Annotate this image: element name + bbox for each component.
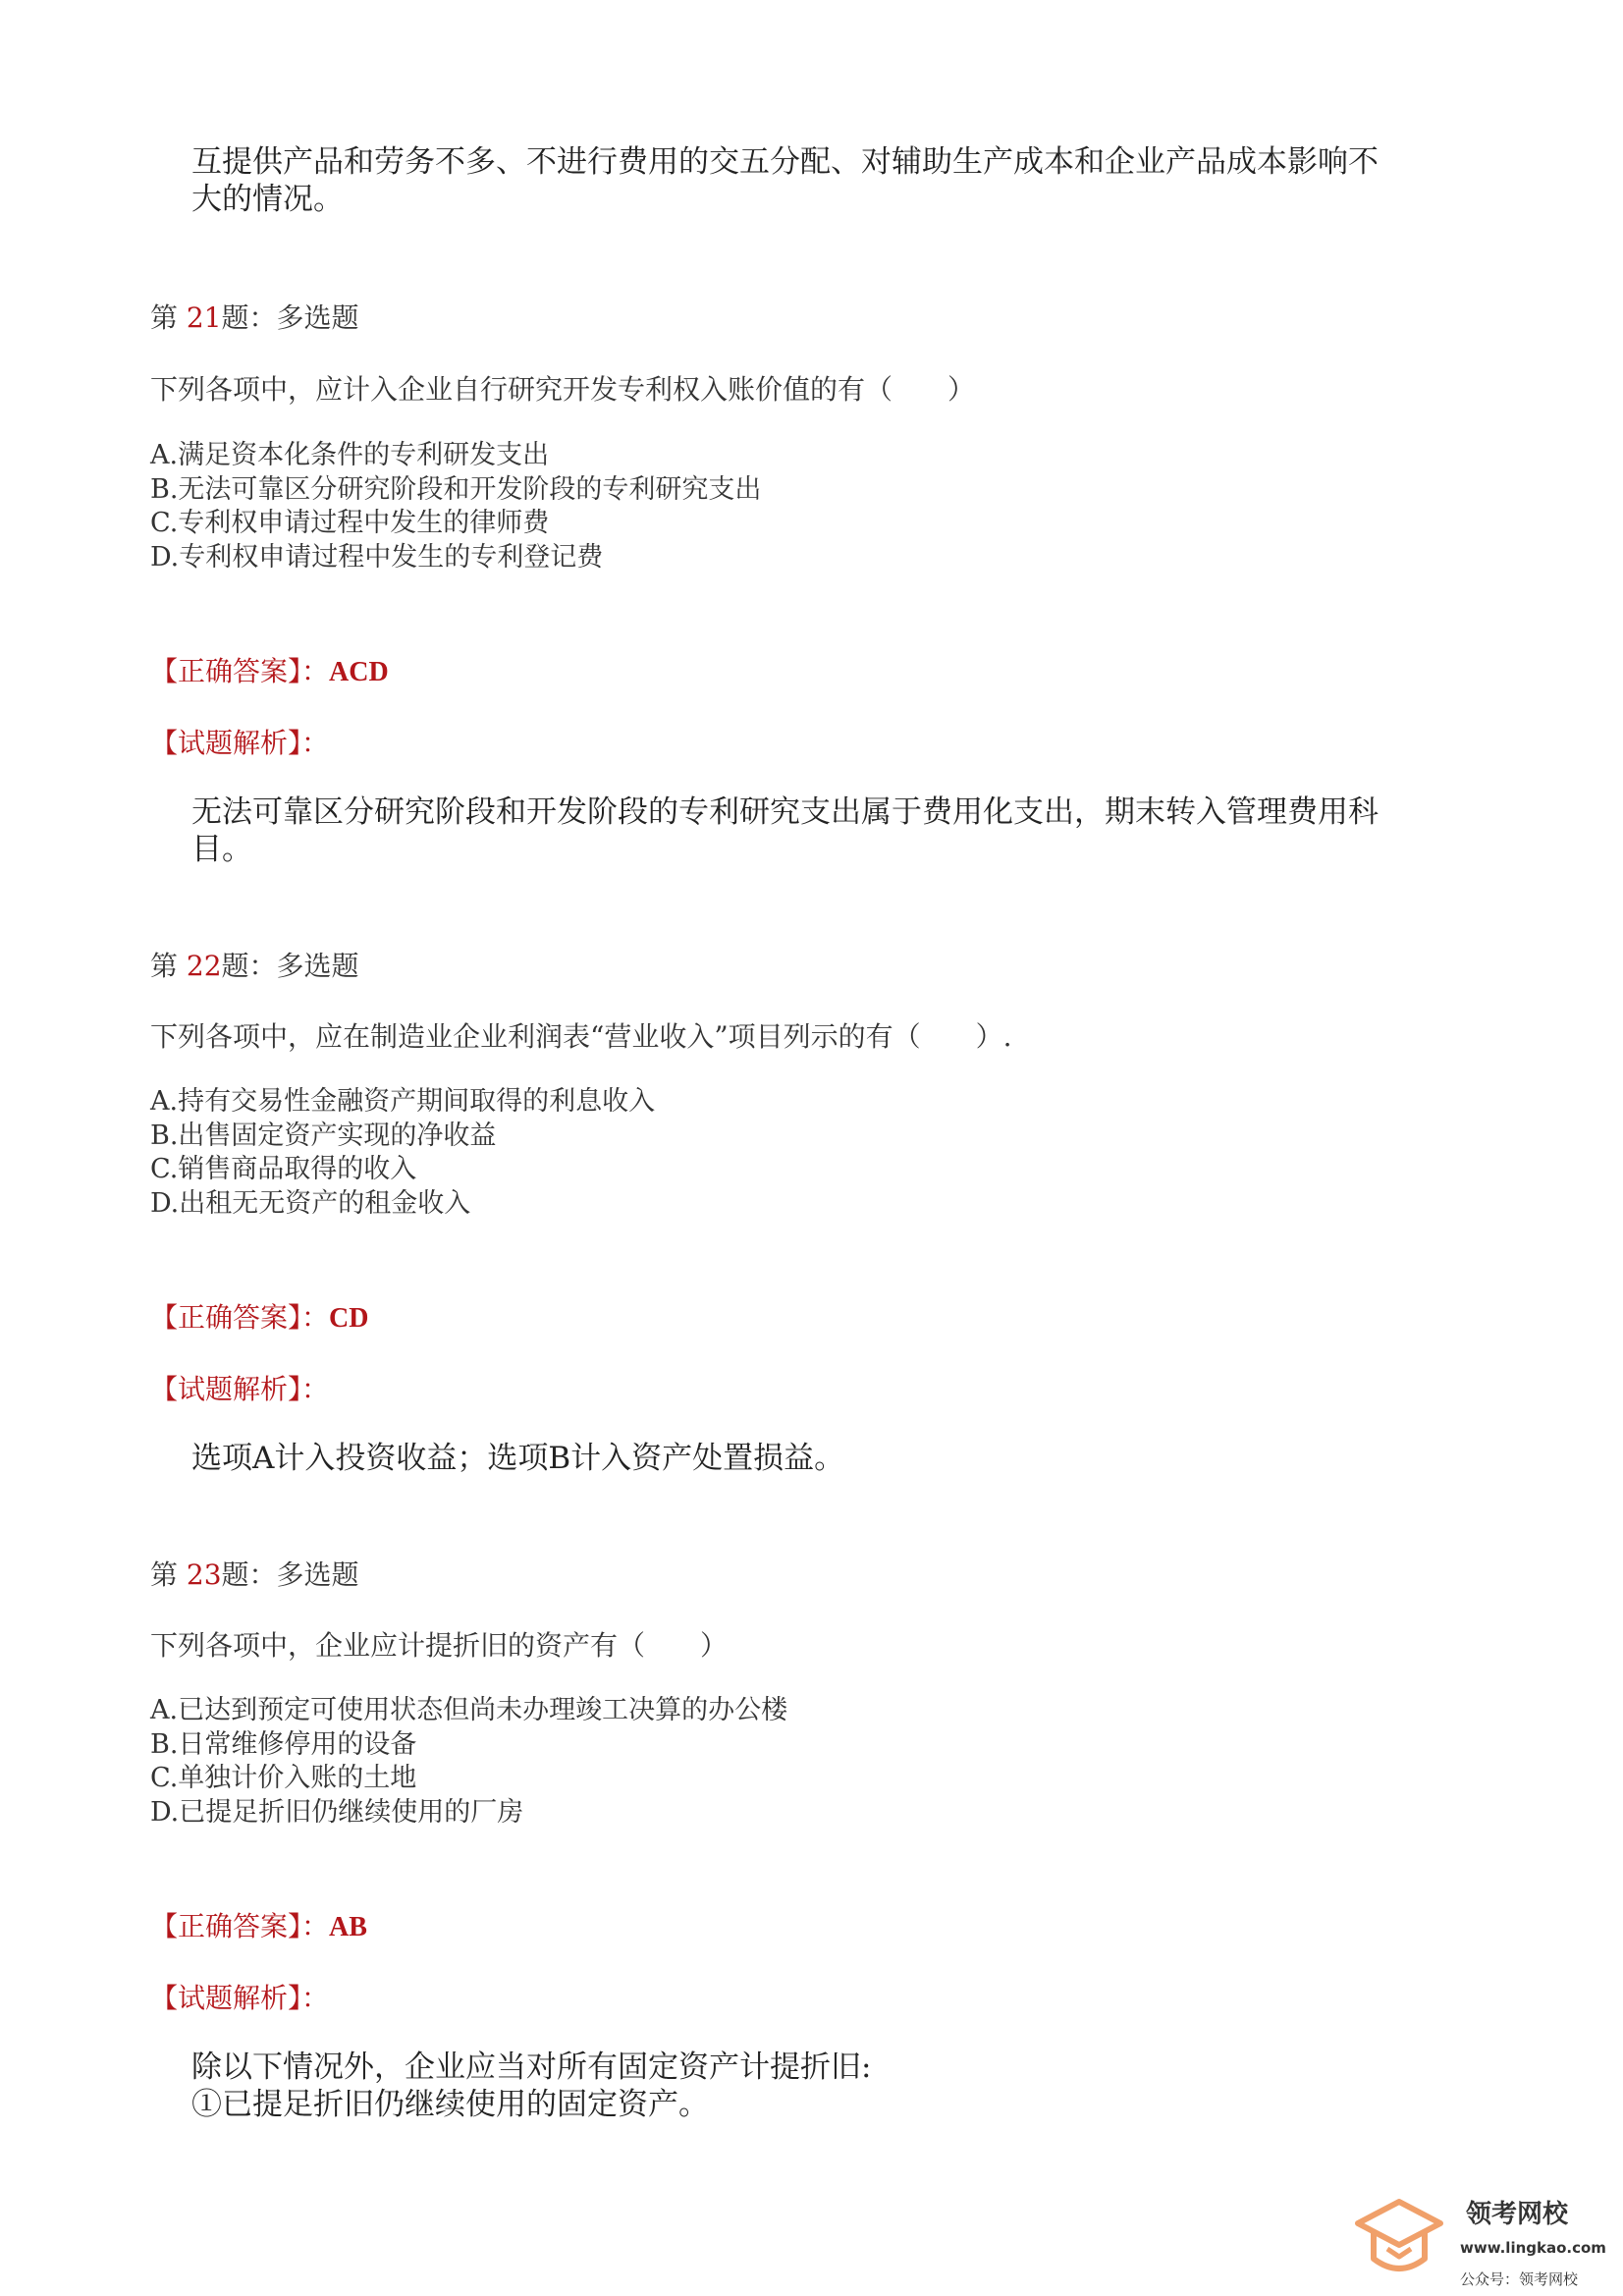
option-item: B.无法可靠区分研究阶段和开发阶段的专利研究支出 [150, 473, 762, 505]
watermark-logo [1350, 2190, 1605, 2288]
answer-label: 【正确答案】： [150, 1301, 330, 1334]
question-header [150, 1554, 359, 1593]
option-item: D.已提足折旧仍继续使用的厂房 [150, 1796, 524, 1828]
question-text: 下列各项中，应在制造业企业利润表“营业收入”项目列示的有（ ）. [150, 1020, 1012, 1053]
analysis-text [191, 2049, 871, 2123]
question-text: 下列各项中，企业应计提折旧的资产有（ ） [150, 1629, 729, 1662]
question-prefix: 第 [150, 1558, 187, 1591]
question-number: 22 [186, 950, 222, 982]
question-type: 题：多选题 [221, 950, 359, 982]
analysis-line: 无法可靠区分研究阶段和开发阶段的专利研究支出属于费用化支出，期末转入管理费用科 [191, 794, 1379, 830]
question-number: 23 [186, 1558, 222, 1591]
option-item: D.专利权申请过程中发生的专利登记费 [150, 541, 604, 573]
option-list [150, 1085, 655, 1221]
graduation-cap-icon [1350, 2190, 1448, 2288]
analysis-line: 选项A计入投资收益；选项B计入资产处置损益。 [191, 1441, 845, 1476]
watermark-gzh: 公众号：领考网校 [1460, 2270, 1579, 2288]
answer-label: 【正确答案】： [150, 655, 330, 687]
question-prefix: 第 [150, 950, 187, 982]
question-prefix: 第 [150, 301, 187, 334]
option-list [150, 1694, 787, 1830]
correct-answer [150, 1905, 367, 1944]
analysis-line: 除以下情况外，企业应当对所有固定资产计提折旧: [191, 2050, 872, 2085]
watermark-url: www.lingkao.com [1460, 2239, 1606, 2257]
correct-answer [150, 650, 389, 689]
answer-value: CD [329, 1303, 369, 1334]
analysis-line: 目。 [191, 832, 252, 867]
option-item: B.出售固定资产实现的净收益 [150, 1120, 497, 1151]
analysis-text [191, 793, 1379, 868]
correct-answer [150, 1296, 368, 1336]
answer-label: 【正确答案】： [150, 1910, 330, 1942]
option-item: B.日常维修停用的设备 [150, 1728, 417, 1760]
question-text: 下列各项中，应计入企业自行研究开发专利权入账价值的有（ ） [150, 373, 976, 406]
option-item: A.满足资本化条件的专利研发支出 [150, 440, 550, 470]
analysis-label: 【试题解析】： [150, 727, 330, 759]
option-item: D.出租无无资产的租金收入 [150, 1187, 471, 1219]
question-type: 题：多选题 [221, 301, 359, 334]
option-item: C.销售商品取得的收入 [150, 1154, 417, 1184]
analysis-label: 【试题解析】： [150, 1982, 330, 2014]
analysis-line: ①已提足折旧仍继续使用的固定资产。 [191, 2087, 709, 2122]
watermark-name: 领考网校 [1466, 2200, 1569, 2229]
answer-value: ACD [329, 657, 389, 687]
question-header [150, 945, 359, 984]
question-number: 21 [186, 301, 222, 334]
option-item: A.已达到预定可使用状态但尚未办理竣工决算的办公楼 [150, 1695, 788, 1725]
option-item: C.专利权申请过程中发生的律师费 [150, 508, 550, 538]
question-type: 题：多选题 [221, 1558, 359, 1591]
analysis-text [191, 1440, 844, 1477]
option-item: A.持有交易性金融资产期间取得的利息收入 [150, 1086, 656, 1117]
answer-value: AB [329, 1912, 367, 1942]
option-item: C.单独计价入账的土地 [150, 1763, 417, 1793]
analysis-label: 【试题解析】： [150, 1373, 330, 1405]
continuation-line: 大的情况。 [191, 182, 344, 217]
option-list [150, 439, 761, 574]
question-header [150, 297, 359, 336]
continuation-line: 互提供产品和劳务不多、不进行费用的交五分配、对辅助生产成本和企业产品成本影响不 [191, 144, 1379, 180]
continuation-paragraph [191, 143, 1379, 218]
